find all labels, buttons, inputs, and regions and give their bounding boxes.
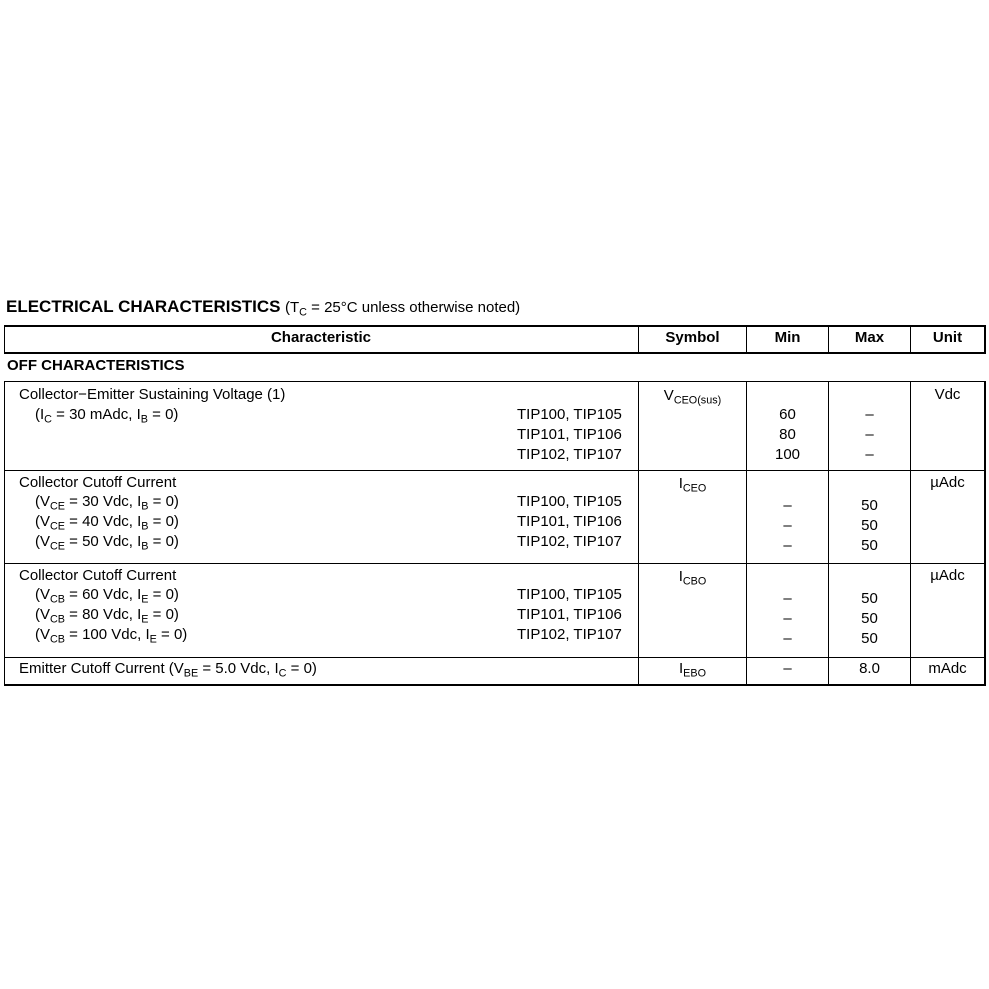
- header-max: Max: [854, 329, 885, 346]
- group2-name: Collector Cutoff Current: [19, 474, 177, 491]
- right-border-header: [984, 325, 986, 354]
- group3-row3-parts: TIP102, TIP107: [517, 626, 622, 643]
- group3-row1-max: 50: [861, 590, 878, 607]
- group3-unit: µAdc: [930, 567, 965, 584]
- group2-row3-min: –: [783, 537, 792, 554]
- group2-symbol: $I_{CEO}$: [678, 475, 707, 495]
- group2-row1-parts: TIP100, TIP105: [517, 493, 622, 510]
- group4-max: 8.0: [859, 660, 880, 677]
- section-bottom-border: [4, 381, 986, 382]
- group2-row3-max: 50: [861, 537, 878, 554]
- group2-row3-parts: TIP102, TIP107: [517, 533, 622, 550]
- group4-symbol: $I_{EBO}$: [679, 660, 706, 680]
- group3-row1-parts: TIP100, TIP105: [517, 586, 622, 603]
- group3-row3-min: –: [783, 630, 792, 647]
- group2-row3-condition: ($V_{CE} = 50$ Vdc, $I_B = 0$): [35, 533, 179, 553]
- group1-name: Collector−Emitter Sustaining Voltage (1): [19, 386, 286, 403]
- group3-row2-condition: ($V_{CB} = 80$ Vdc, $I_E = 0$): [35, 606, 179, 626]
- table-bottom-border: [4, 684, 986, 686]
- header-unit: Unit: [932, 329, 963, 346]
- group4-unit: mAdc: [928, 660, 967, 677]
- group2-row1-max: 50: [861, 497, 878, 514]
- group3-row2-max: 50: [861, 610, 878, 627]
- section-off-characteristics: OFF CHARACTERISTICS: [7, 357, 185, 374]
- group1-row2-parts: TIP101, TIP106: [517, 426, 622, 443]
- header-bottom-border: [4, 352, 986, 354]
- group2-row2-parts: TIP101, TIP106: [517, 513, 622, 530]
- group3-row3-condition: ($V_{CB} = 100$ Vdc, $I_E = 0$): [35, 626, 188, 646]
- group3-name: Collector Cutoff Current: [19, 567, 177, 584]
- group1-symbol: $V_{CEO(sus)}$: [663, 387, 722, 407]
- group2-row1-min: –: [783, 497, 792, 514]
- header-symbol: Symbol: [665, 329, 720, 346]
- group1-row3-min: 100: [774, 446, 801, 463]
- group1-unit: Vdc: [934, 386, 961, 403]
- group2-row2-condition: ($V_{CE} = 40$ Vdc, $I_B = 0$): [35, 513, 179, 533]
- group2-row2-max: 50: [861, 517, 878, 534]
- group1-row1-parts: TIP100, TIP105: [517, 406, 622, 423]
- title-condition: ($T_C = 25^\circ C$ unless otherwise noted): [284, 299, 521, 319]
- title-main: ELECTRICAL CHARACTERISTICS: [6, 297, 281, 316]
- group1-row3-parts: TIP102, TIP107: [517, 446, 622, 463]
- group2-row1-condition: ($V_{CE} = 30$ Vdc, $I_B = 0$): [35, 493, 179, 513]
- group3-row2-min: –: [783, 610, 792, 627]
- section-title: [6, 297, 520, 317]
- group1-row1-min: 60: [779, 406, 796, 423]
- col-divider-unit-body: [910, 381, 911, 686]
- group2-bottom-border: [4, 563, 986, 564]
- right-border-body: [984, 381, 986, 686]
- group3-bottom-border: [4, 657, 986, 658]
- group3-row3-max: 50: [861, 630, 878, 647]
- group1-row3-max: –: [865, 446, 874, 463]
- left-border-body: [4, 381, 5, 686]
- group2-unit: µAdc: [930, 474, 965, 491]
- group1-row2-min: 80: [779, 426, 796, 443]
- group2-row2-min: –: [783, 517, 792, 534]
- group1-row2-max: –: [865, 426, 874, 443]
- electrical-characteristics-table: [4, 325, 986, 686]
- col-divider-symbol-body: [638, 381, 639, 686]
- group1-row1-max: –: [865, 406, 874, 423]
- group3-row1-condition: ($V_{CB} = 60$ Vdc, $I_E = 0$): [35, 586, 179, 606]
- group4-name: Emitter Cutoff Current ($V_{BE} = 5.0$ Vdc, $I_C = 0$): [19, 660, 317, 680]
- group3-row1-min: –: [783, 590, 792, 607]
- header-min: Min: [774, 329, 801, 346]
- group1-bottom-border: [4, 470, 986, 471]
- group4-min: –: [783, 660, 792, 677]
- group1-condition: ($I_C = 30$ mAdc, $I_B = 0$): [35, 406, 179, 426]
- table-top-border: [4, 325, 986, 327]
- group3-row2-parts: TIP101, TIP106: [517, 606, 622, 623]
- group3-symbol: $I_{CBO}$: [678, 568, 707, 588]
- header-characteristic: Characteristic: [270, 329, 372, 346]
